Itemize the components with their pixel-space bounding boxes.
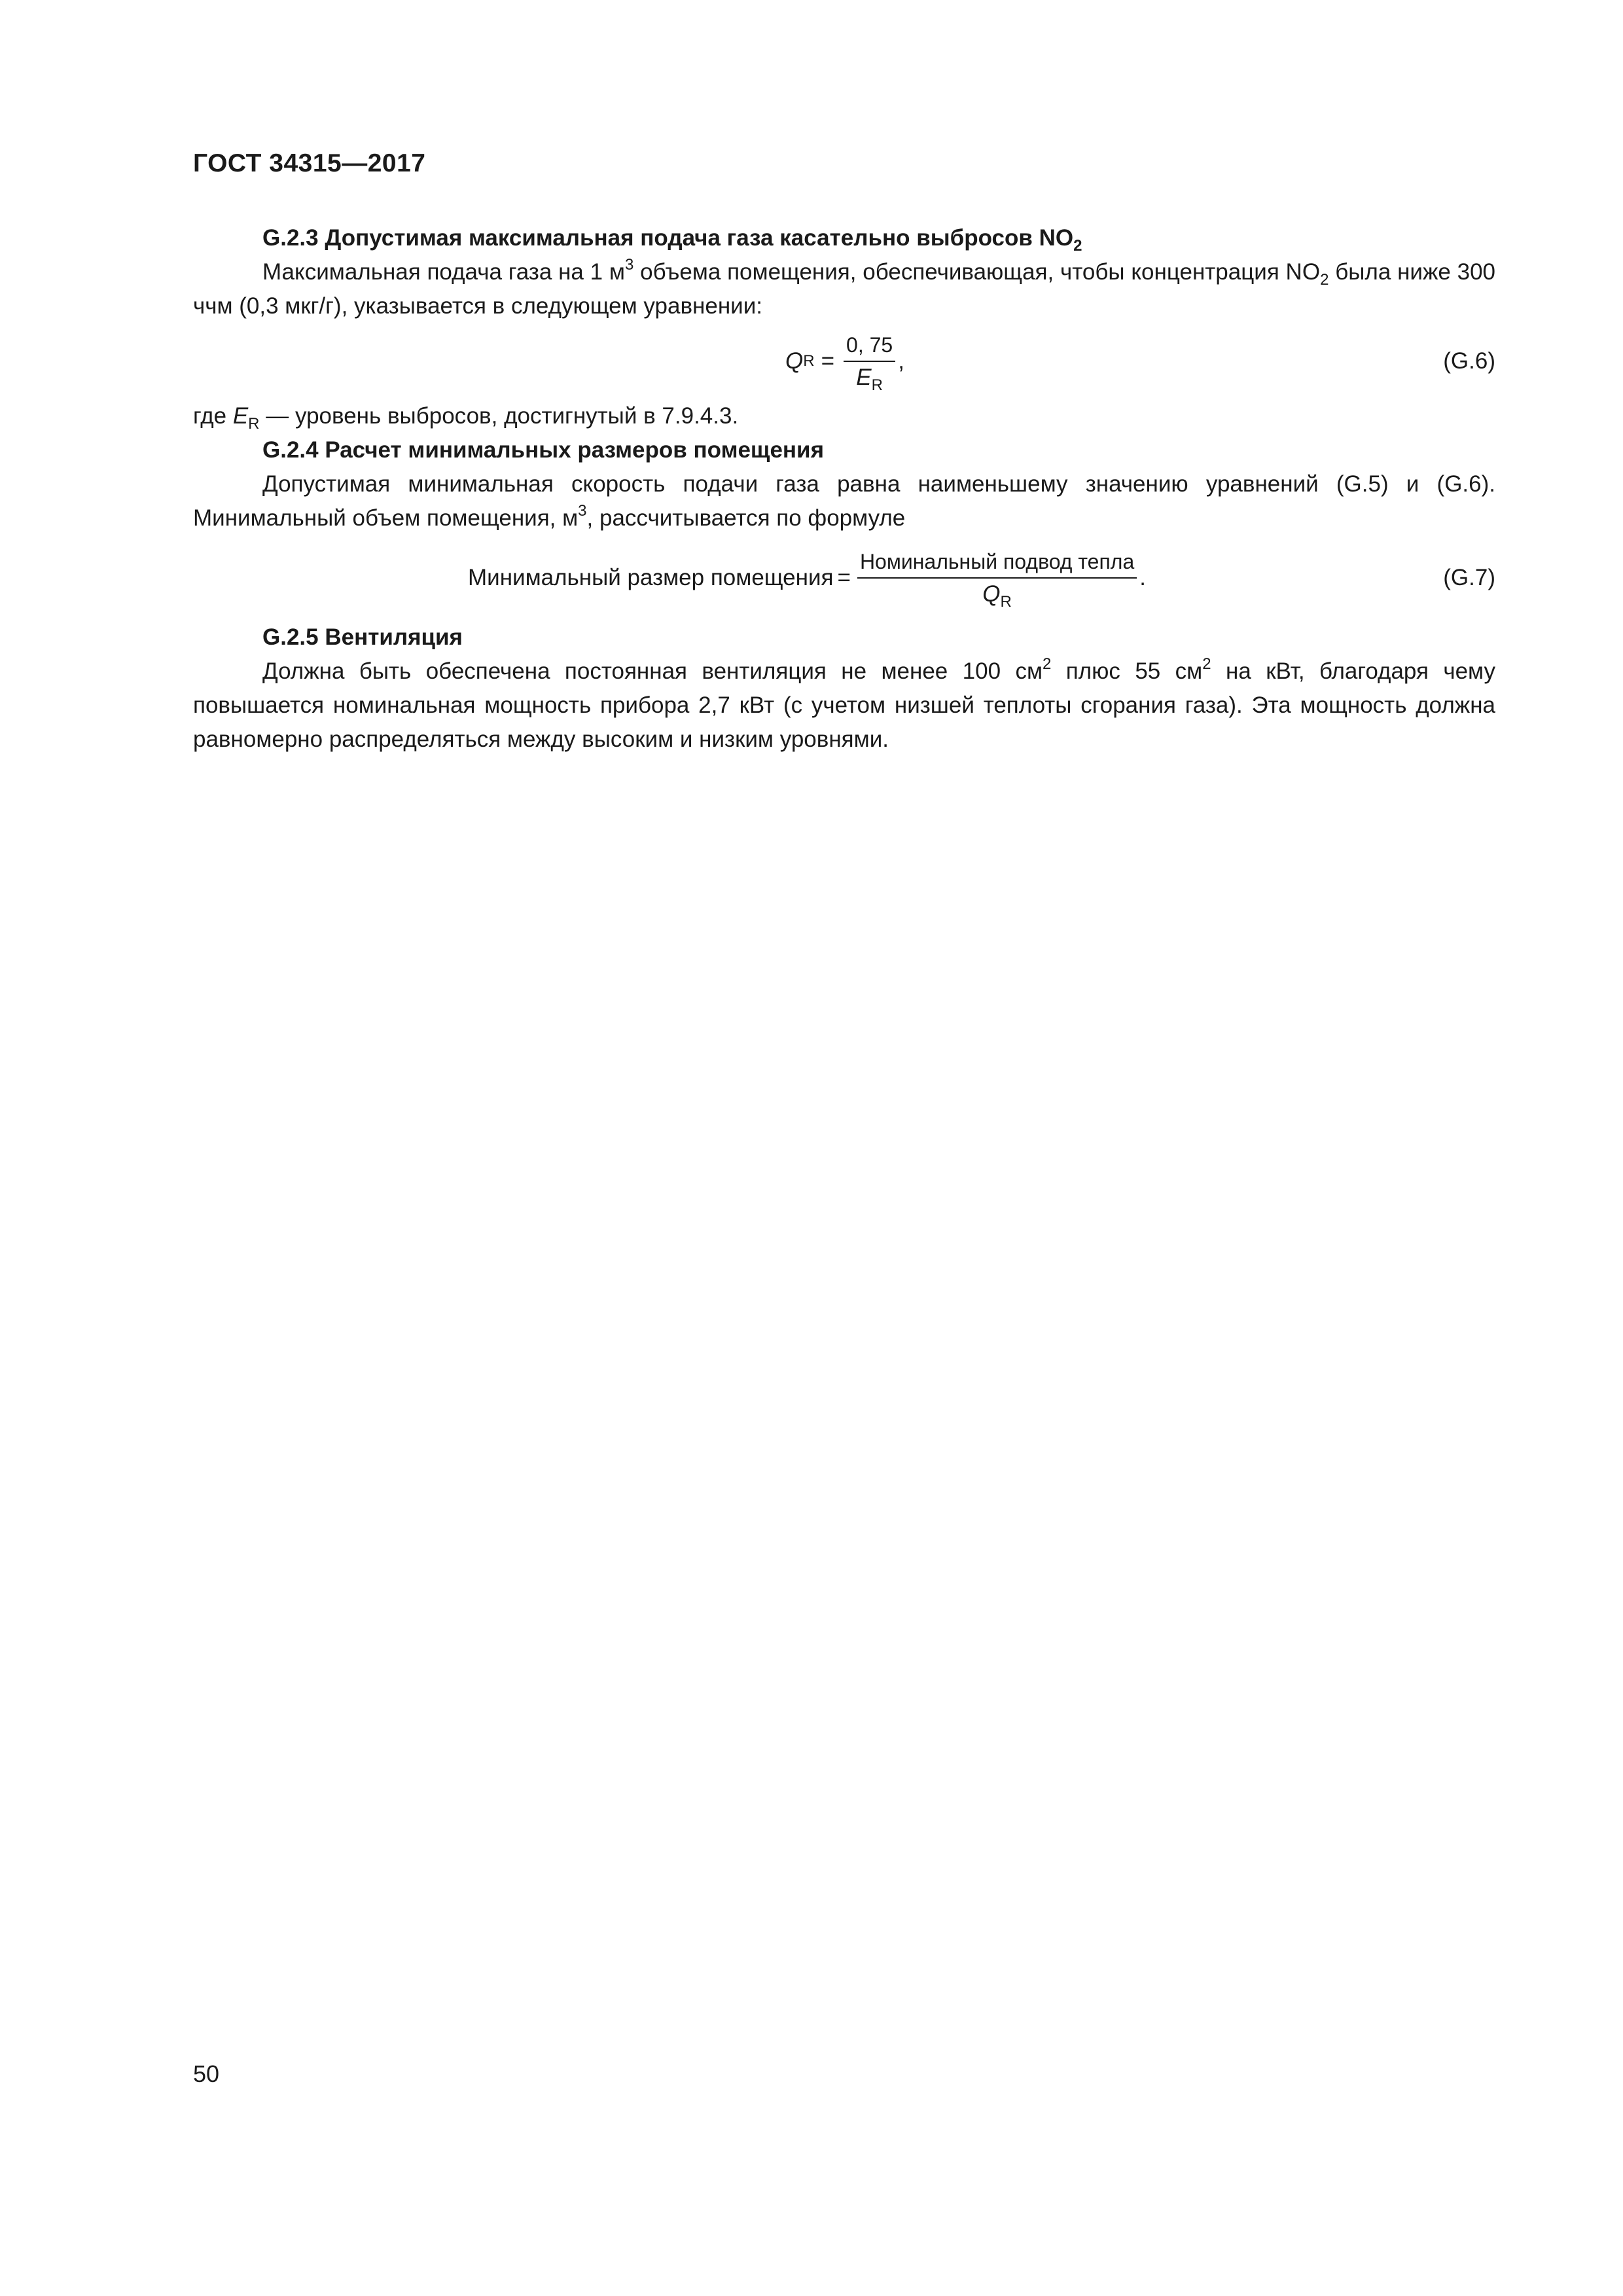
g23-para-text-3: была ниже 300 ччм (0,3 мкг/г), указывается в следующем уравнении: [193,259,1495,319]
formula-g7-trailing: . [1139,565,1146,590]
formula-g6: Q R = $\frac{0, 75}{E_R}$ , [785,333,904,394]
formula-g7 [468,535,1146,620]
g24-para-text-1: Допустимая минимальная скорость подачи газа равна наименьшему значению уравнений (G.5) и (G.6). Минимальный объем помещения, м [193,471,1495,531]
g23-where-prefix: где [193,403,233,429]
page-number: 50 [193,2060,220,2087]
g23-para-sup: 3 [624,256,634,274]
g23-para-text-2: объема помещения, обеспечивающая, чтобы концентрация NO [633,259,1321,285]
document-body [193,221,1495,757]
g25-para-text-2: плюс 55 см [1051,658,1203,684]
g23-where-text: — уровень выбросов, достигнутый в 7.9.4.3. [259,403,739,429]
formula-g6-equals: = [821,348,835,374]
formula-g6-fraction [844,332,895,394]
section-g25-heading: G.2.5 Вентиляция [262,624,463,650]
formula-g6-den-var: E [856,365,872,390]
formula-g6-row [193,323,1495,399]
formula-g6-lhs-var: Q [785,348,804,374]
formula-g7-row [193,535,1495,620]
section-g23-paragraph [193,255,1495,323]
g24-para-text-2: , рассчитывается по формуле [586,505,906,531]
section-g24-paragraph [193,467,1495,535]
formula-g7-numerator: Номинальный подвод тепла [857,548,1137,579]
formula-g6-trailing: , [898,348,904,374]
g25-para-text-1: Должна быть обеспечена постоянная вентиляция не менее 100 см [262,658,1043,684]
formula-g7-den-var: Q [982,581,1001,607]
standard-id-header: ГОСТ 34315—2017 [193,149,426,177]
g25-para-text-3: на кВт, благодаря чему повышается номинальная мощность прибора 2,7 кВт (с учетом низшей теплоты сгорания газа). Эта мощность должна равномерно распределяться между высоким и низким уровнями. [193,658,1495,752]
formula-g6-numerator: 0, 75 [844,332,895,362]
g23-where-sub: R [248,415,260,433]
section-g23-title: G.2.3 Допустимая максимальная подача газа касательно выбросов NO [262,225,1074,251]
g24-para-sup: 3 [578,502,587,520]
section-g23-heading [193,221,1495,255]
formula-g7-label: (G.7) [1443,565,1495,590]
formula-g7-fraction [857,548,1137,611]
formula-g6-den-sub: R [871,376,883,394]
formula-g6-denominator [856,362,883,394]
formula-g6-label: (G.6) [1443,348,1495,374]
formula-g7-denominator [982,579,1012,611]
formula-g7-equals: = [837,565,851,590]
section-g23-where [193,399,1495,433]
g23-para-sub: 2 [1320,271,1329,289]
section-g24-heading: G.2.4 Расчет минимальных размеров помещения [262,437,824,463]
g25-para-sup-2: 2 [1202,655,1211,673]
g25-para-sup-1: 2 [1043,655,1052,673]
g23-where-var: E [232,403,249,429]
formula-g7-den-sub: R [1000,593,1012,611]
formula-g7-lhs: Минимальный размер помещения [468,565,834,590]
g23-para-text-1: Максимальная подача газа на 1 м [262,259,625,285]
section-g23-title-subscript: 2 [1073,237,1082,255]
section-g25-paragraph [193,655,1495,757]
